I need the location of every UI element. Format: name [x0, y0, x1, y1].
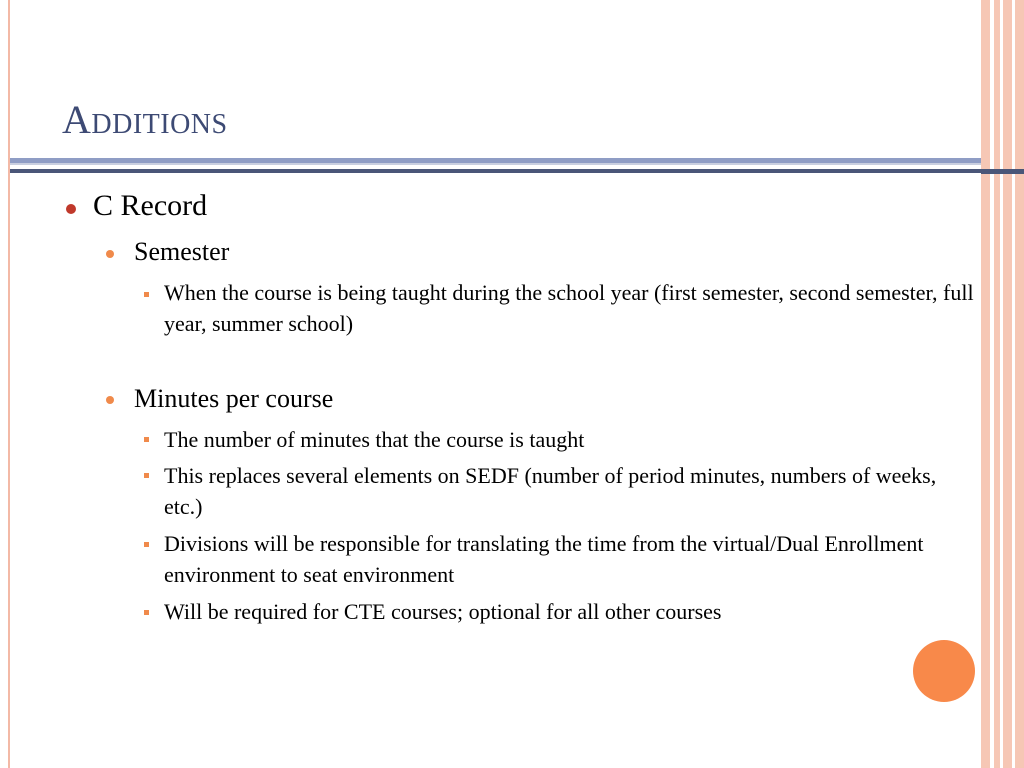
bullet-level3-icon — [144, 473, 149, 478]
title-rule-lower — [10, 169, 981, 173]
level1-item: C Record — [93, 189, 208, 222]
bullet-level3-icon — [144, 437, 149, 442]
title-rule-shadow — [10, 163, 981, 165]
right-stripe — [1015, 0, 1024, 768]
bullet-level1-icon — [66, 204, 76, 214]
bullet-level3-icon — [144, 292, 149, 297]
bullet-level2-icon — [106, 396, 114, 404]
bullet-level3-icon — [144, 542, 149, 547]
list-item: The number of minutes that the course is taught — [164, 427, 585, 452]
section-heading: Minutes per course — [134, 384, 334, 413]
right-stripe — [1003, 0, 1012, 768]
title-rule-extension — [981, 169, 1024, 174]
section-heading: Semester — [134, 237, 230, 266]
left-border — [8, 0, 10, 768]
orange-circle-decoration — [913, 640, 975, 702]
list-item: Will be required for CTE courses; optional for all other courses — [164, 599, 722, 624]
list-item: When the course is being taught during the school year (first semester, second semester, full year, summer school) — [164, 280, 974, 336]
bullet-level2-icon — [106, 250, 114, 258]
right-stripe — [981, 0, 990, 768]
list-item: This replaces several elements on SEDF (number of period minutes, numbers of weeks, etc.) — [164, 463, 937, 519]
bullet-level3-icon — [144, 610, 149, 615]
slide-title: Additions — [62, 97, 228, 142]
list-item: Divisions will be responsible for translating the time from the virtual/Dual Enrollment environment to seat environment — [164, 531, 924, 587]
